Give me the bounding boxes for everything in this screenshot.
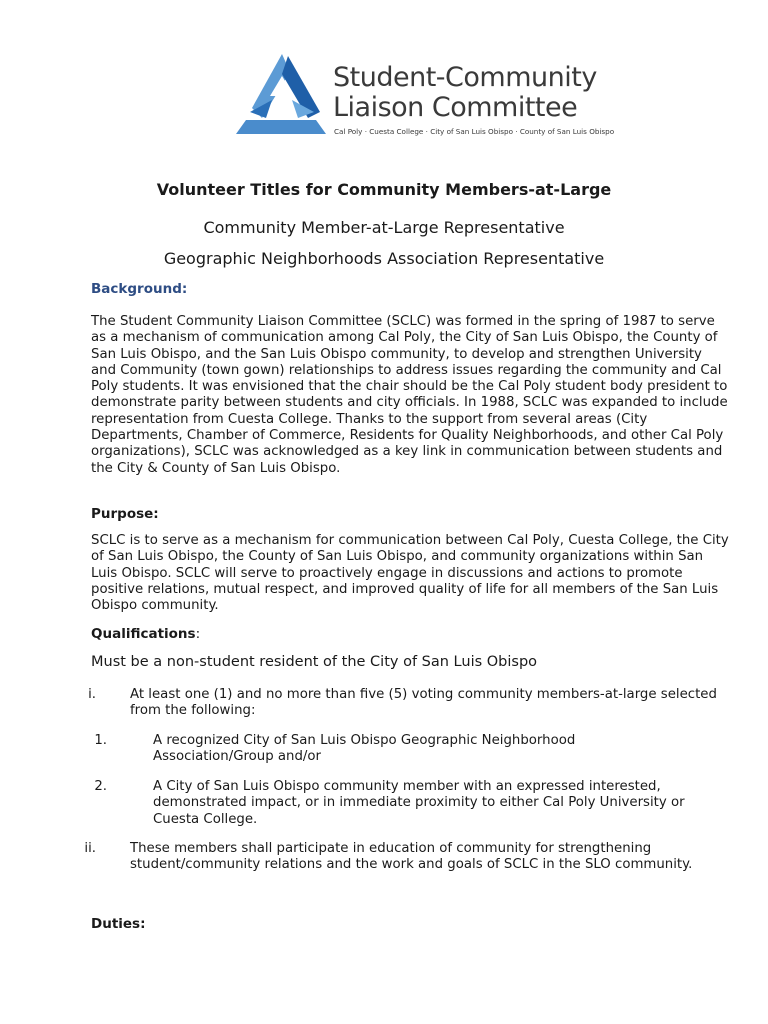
purpose-heading: Purpose:	[91, 506, 159, 522]
list-item-1: A recognized City of San Luis Obispo Geographic Neighborhood Association/Group and/or	[153, 733, 576, 765]
sclc-logo	[232, 50, 615, 145]
document-title: Volunteer Titles for Community Members-at-Large	[156, 180, 612, 199]
subtitle-neighborhoods: Geographic Neighborhoods Association Representative	[163, 249, 605, 268]
qualifications-heading-colon: :	[195, 626, 201, 642]
list-item-i: At least one (1) and no more than five (5) voting community members-at-large selected from the following:	[130, 687, 717, 719]
logo-subline: Cal Poly · Cuesta College · City of San Luis Obispo · County of San Luis Obispo	[334, 127, 615, 136]
background-heading: Background:	[91, 281, 188, 297]
list-marker-2: 2.	[94, 779, 107, 794]
logo-title-line1: Student-Community	[333, 62, 597, 93]
qualifications-heading-text: Qualifications	[91, 626, 196, 642]
qualifications-heading	[91, 626, 200, 642]
logo-title-line2: Liaison Committee	[333, 92, 578, 123]
background-paragraph: The Student Community Liaison Committee (SCLC) was formed in the spring of 1987 to serve as a mechanism of communication among Cal Poly, the City of San Luis Obispo, the County of San Luis Obispo, and the San Luis Obispo community, to develop and strengthen University and Community (town gown) relationships to address issues regarding the community and Cal Poly students. It was envisioned that the chair should be the Cal Poly student body president to demonstrate parity between students and city officials. In 1988, SCLC was expanded to include representation from Cuesta College. Thanks to the support from several areas (City Departments, Chamber of Commerce, Residents for Quality Neighborhoods, and other Cal Poly organizations), SCLC was acknowledged as a key link in communication between students and the City & County of San Luis Obispo.	[91, 314, 728, 476]
qualifications-intro: Must be a non-student resident of the City of San Luis Obispo	[91, 654, 538, 670]
list-item-ii: These members shall participate in education of community for strengthening student/community relations and the work and goals of SCLC in the SLO community.	[130, 841, 693, 873]
hands-triangle-icon	[232, 50, 332, 145]
list-marker-ii: ii.	[84, 841, 96, 856]
duties-heading: Duties:	[91, 916, 146, 932]
list-item-2: A City of San Luis Obispo community member with an expressed interested, demonstrated impact, or in immediate proximity to either Cal Poly University or Cuesta College.	[153, 779, 685, 827]
subtitle-member-at-large: Community Member-at-Large Representative	[203, 218, 565, 237]
purpose-paragraph: SCLC is to serve as a mechanism for communication between Cal Poly, Cuesta College, the City of San Luis Obispo, the County of San Luis Obispo, and community organizations within San Luis Obispo. SCLC will serve to proactively engage in discussions and actions to promote positive relations, mutual respect, and improved quality of life for all members of the San Luis Obispo community.	[91, 533, 729, 614]
list-marker-i: i.	[88, 687, 96, 702]
list-marker-1: 1.	[94, 733, 107, 748]
